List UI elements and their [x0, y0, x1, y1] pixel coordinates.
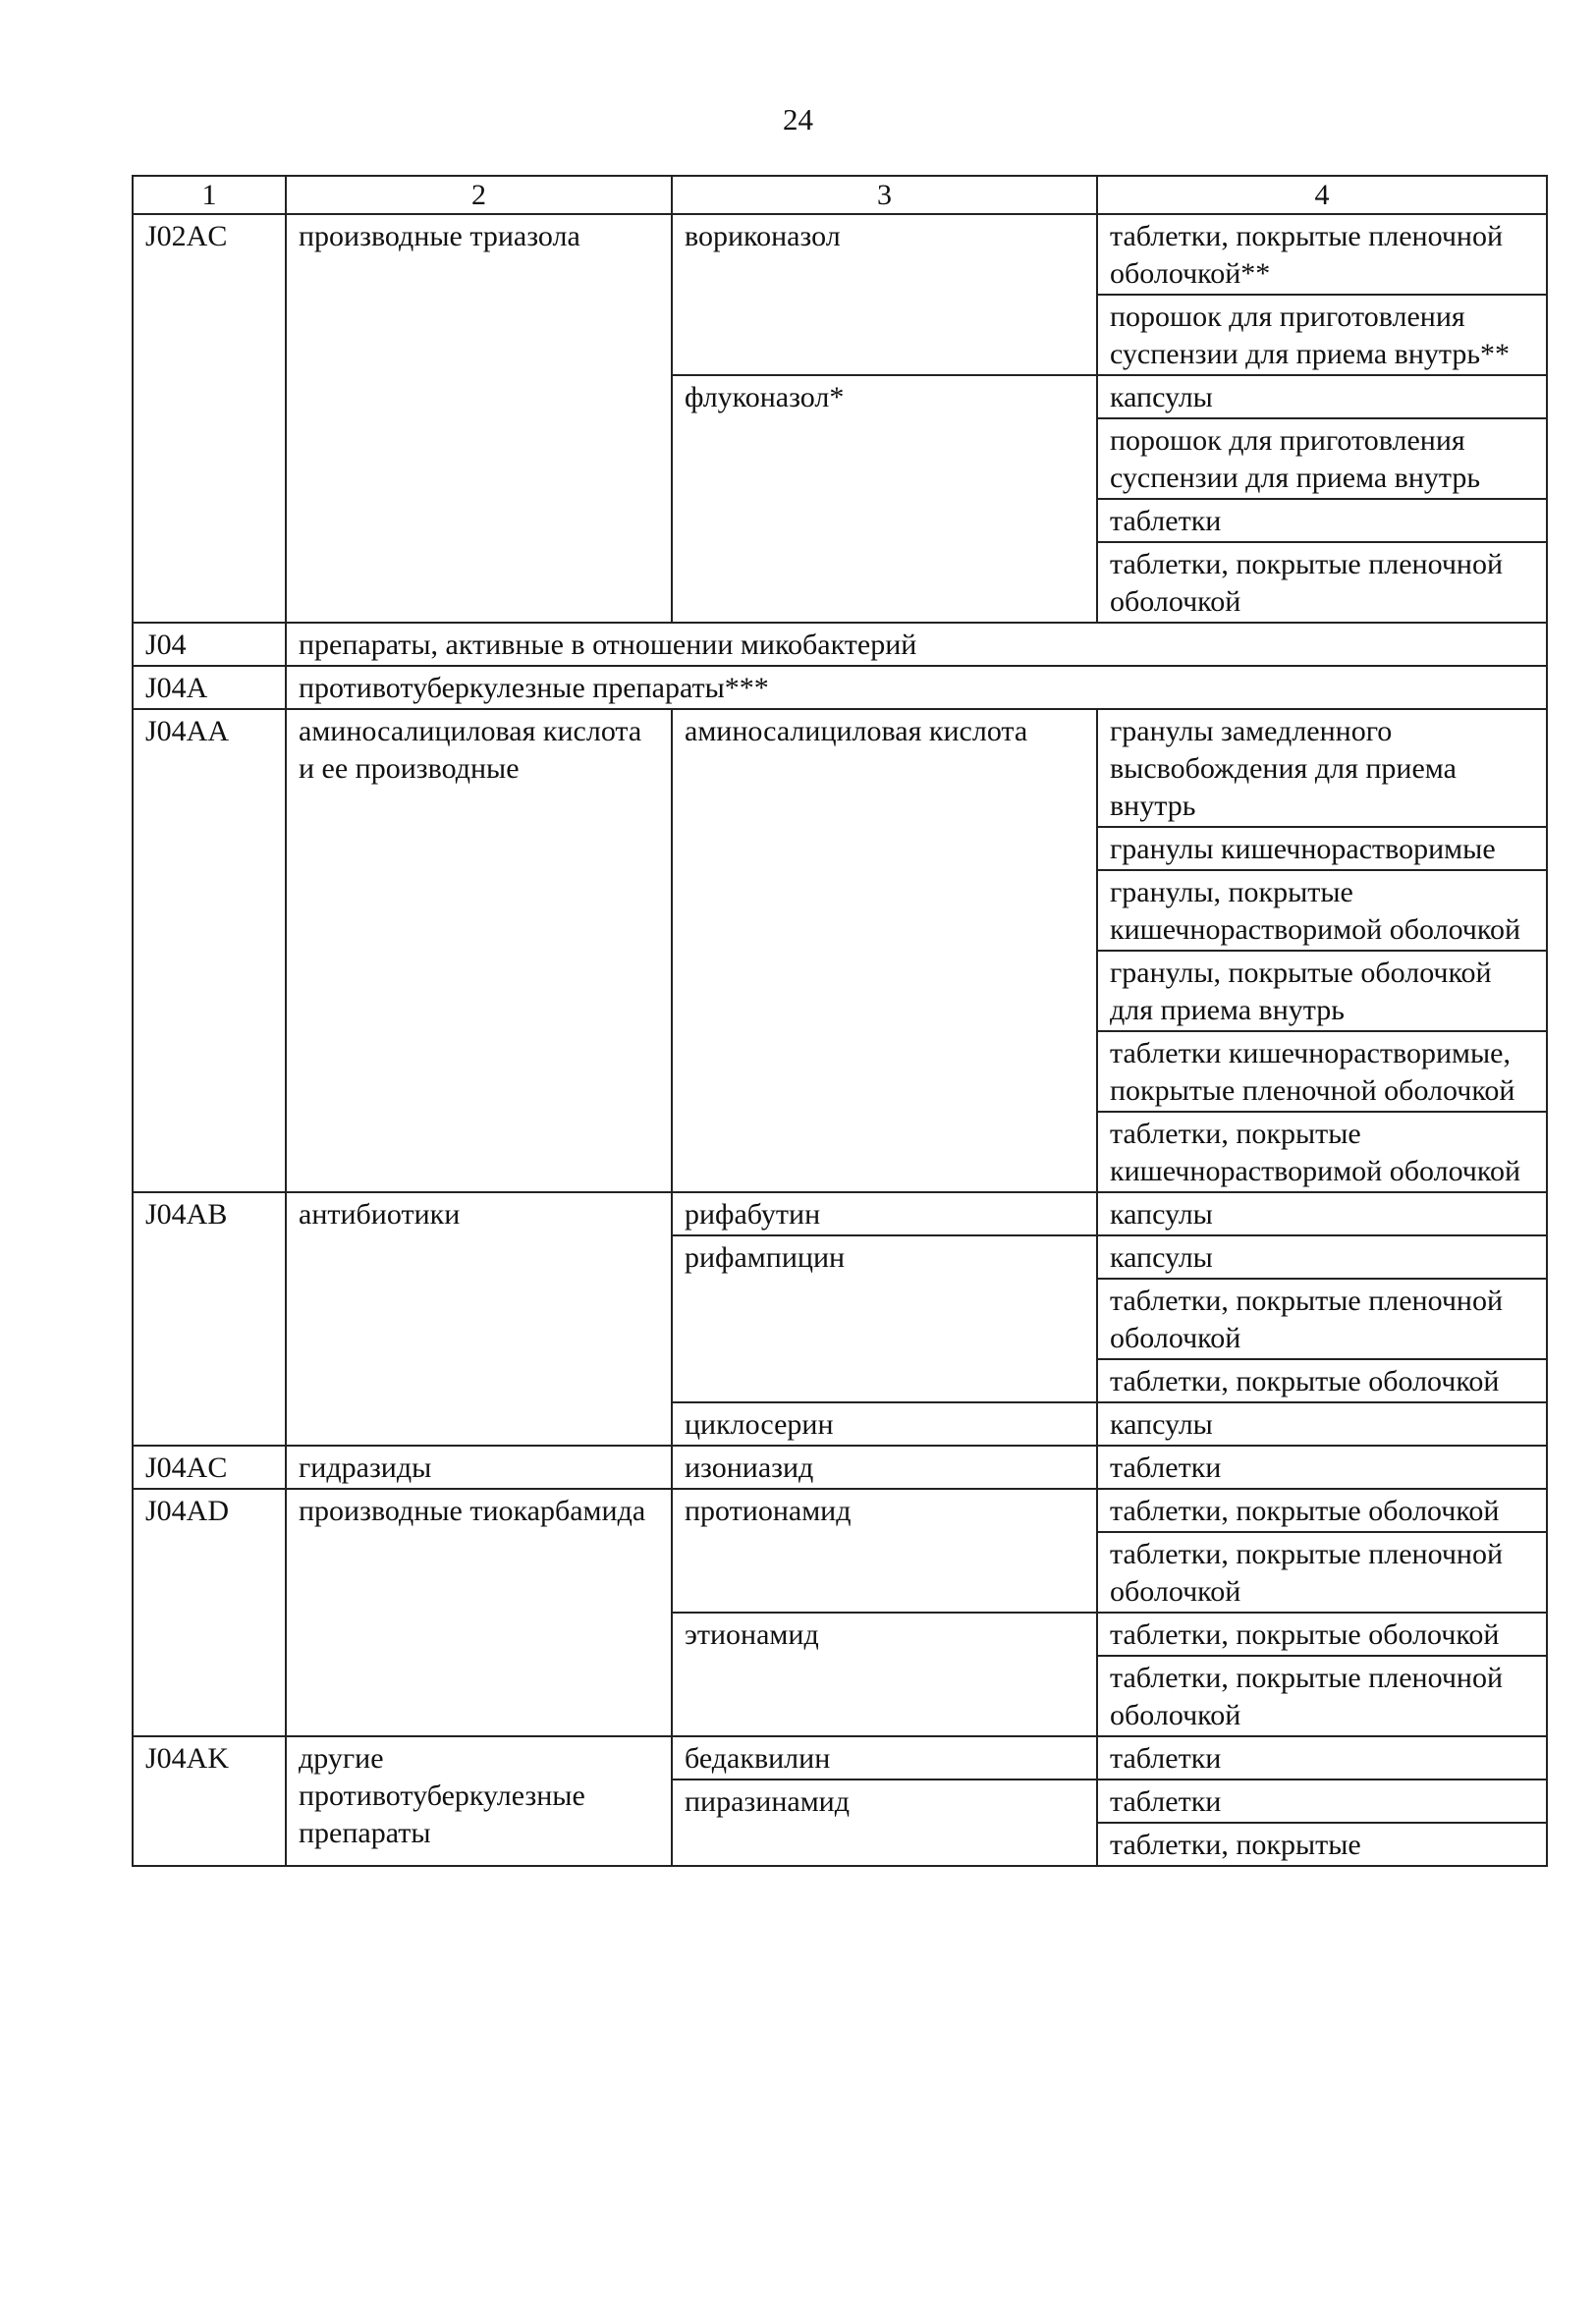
- form-cell: таблетки, покрытые оболочкой: [1097, 1489, 1547, 1532]
- group-cell: противотуберкулезные препараты***: [286, 666, 1547, 709]
- table-row: [133, 623, 1547, 666]
- table-row: [133, 1192, 1547, 1235]
- substance-cell: рифабутин: [672, 1192, 1097, 1235]
- form-cell: таблетки, покрытые пленочной оболочкой: [1097, 1279, 1547, 1359]
- table-header-row: [133, 176, 1547, 214]
- form-cell: таблетки, покрытые кишечнорастворимой оболочкой: [1097, 1112, 1547, 1192]
- header-cell: 2: [286, 176, 672, 214]
- atc-code-cell: J04: [133, 623, 286, 666]
- table-row: [133, 214, 1547, 295]
- header-cell: 3: [672, 176, 1097, 214]
- form-cell: капсулы: [1097, 1235, 1547, 1279]
- header-cell: 1: [133, 176, 286, 214]
- form-cell: таблетки: [1097, 1736, 1547, 1780]
- substance-cell: вориконазол: [672, 214, 1097, 375]
- substance-cell: рифампицин: [672, 1235, 1097, 1402]
- substance-cell: изониазид: [672, 1446, 1097, 1489]
- group-cell: другие противотуберкулезные препараты: [286, 1736, 672, 1866]
- group-cell: антибиотики: [286, 1192, 672, 1446]
- atc-code-cell: J04A: [133, 666, 286, 709]
- form-cell: таблетки: [1097, 1780, 1547, 1823]
- substance-cell: протионамид: [672, 1489, 1097, 1613]
- substance-cell: аминосалициловая кислота: [672, 709, 1097, 1192]
- table-row: [133, 1489, 1547, 1532]
- form-cell: таблетки, покрытые оболочкой: [1097, 1359, 1547, 1402]
- table-row: [133, 1736, 1547, 1780]
- group-cell: гидразиды: [286, 1446, 672, 1489]
- form-cell: таблетки, покрытые пленочной оболочкой: [1097, 1656, 1547, 1736]
- atc-code-cell: J04AK: [133, 1736, 286, 1866]
- form-cell: гранулы кишечнорастворимые: [1097, 827, 1547, 870]
- form-cell: таблетки: [1097, 499, 1547, 542]
- form-cell: порошок для приготовления суспензии для приема внутрь: [1097, 418, 1547, 499]
- substance-cell: этионамид: [672, 1613, 1097, 1736]
- substance-cell: флуконазол*: [672, 375, 1097, 623]
- atc-code-cell: J04AA: [133, 709, 286, 1192]
- drug-table: [132, 175, 1548, 1867]
- group-cell: аминосалициловая кислота и ее производные: [286, 709, 672, 1192]
- form-cell: капсулы: [1097, 1192, 1547, 1235]
- form-cell: гранулы, покрытые оболочкой для приема внутрь: [1097, 951, 1547, 1031]
- form-cell: капсулы: [1097, 375, 1547, 418]
- substance-cell: циклосерин: [672, 1402, 1097, 1446]
- table-row: [133, 1446, 1547, 1489]
- form-cell: гранулы, покрытые кишечнорастворимой оболочкой: [1097, 870, 1547, 951]
- form-cell: порошок для приготовления суспензии для приема внутрь**: [1097, 295, 1547, 375]
- form-cell: гранулы замедленного высвобождения для приема внутрь: [1097, 709, 1547, 827]
- form-cell: таблетки, покрытые пленочной оболочкой: [1097, 542, 1547, 623]
- form-cell: таблетки кишечнорастворимые, покрытые пленочной оболочкой: [1097, 1031, 1547, 1112]
- table-row: [133, 666, 1547, 709]
- group-cell: производные тиокарбамида: [286, 1489, 672, 1736]
- header-cell: 4: [1097, 176, 1547, 214]
- table-row: [133, 709, 1547, 827]
- form-cell: таблетки, покрытые пленочной оболочкой**: [1097, 214, 1547, 295]
- form-cell: таблетки, покрытые пленочной оболочкой: [1097, 1532, 1547, 1613]
- atc-code-cell: J04AC: [133, 1446, 286, 1489]
- form-cell: таблетки, покрытые оболочкой: [1097, 1613, 1547, 1656]
- group-cell: препараты, активные в отношении микобактерий: [286, 623, 1547, 666]
- substance-cell: бедаквилин: [672, 1736, 1097, 1780]
- form-cell: таблетки: [1097, 1446, 1547, 1489]
- form-cell: капсулы: [1097, 1402, 1547, 1446]
- atc-code-cell: J04AB: [133, 1192, 286, 1446]
- form-cell: таблетки, покрытые: [1097, 1823, 1547, 1866]
- substance-cell: пиразинамид: [672, 1780, 1097, 1866]
- page-number: 24: [783, 102, 813, 137]
- atc-code-cell: J02AC: [133, 214, 286, 623]
- group-cell: производные триазола: [286, 214, 672, 623]
- atc-code-cell: J04AD: [133, 1489, 286, 1736]
